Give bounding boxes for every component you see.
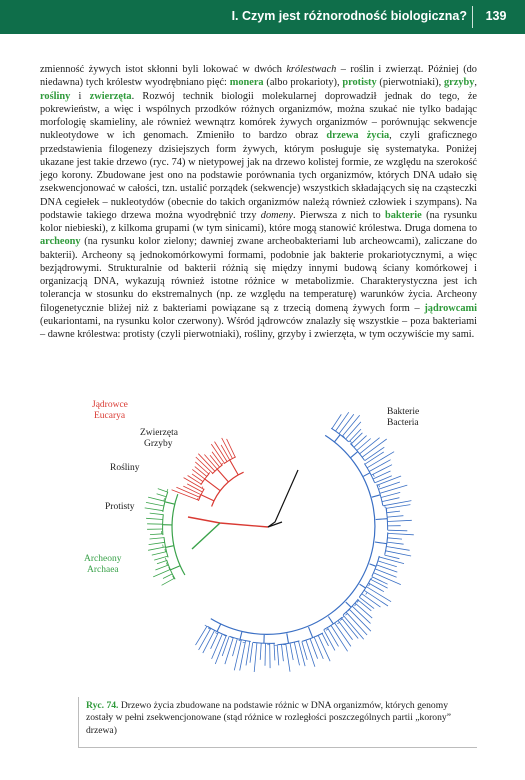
bacteria-twig bbox=[345, 614, 347, 616]
text-segment: (albo prokarioty), bbox=[263, 77, 343, 89]
label-archaea-pl: Archeony bbox=[84, 554, 122, 564]
bacteria-leaf bbox=[260, 643, 261, 660]
bacteria-leaf bbox=[286, 644, 290, 672]
bacteria-leaf bbox=[388, 538, 403, 539]
bacteria-leaf bbox=[357, 439, 371, 451]
label-grzyby: Grzyby bbox=[144, 439, 173, 449]
eukarya-arc bbox=[212, 472, 244, 506]
archaea-twig bbox=[163, 545, 164, 548]
bacteria-leaf bbox=[386, 551, 412, 556]
text-segment: , czyli graficznego przedstawienia filogenezy dzisiejszych form żywych, którym posługuje się systematyka. Poniżej ukazane jest takie drzewo (ryc. 74) w nietypowej jak na drzewo kolistej formie, ze względu na szerokość jego korony. Zbudowane jest ono na podstawie porównania tych organizmów, których DNA udało się zsekwencjonować w całości, tzn. ustalić porządek (sekwencje) wszystkich składających się na cząsteczki DNA cegiełek – nukleotydów (obecnie do takich organizmów należą również człowiek i szympans). Na podstawie takiego drzewa można wyodrębnić trzy bbox=[40, 130, 477, 221]
archaea-leaf bbox=[145, 508, 163, 511]
page-number: 139 bbox=[485, 9, 507, 23]
label-eukarya-pl: Jądrowce bbox=[92, 400, 128, 410]
bacteria-twig bbox=[215, 633, 217, 634]
bacteria-leaf bbox=[199, 628, 211, 650]
text-segment: – roślin i zwierząt. Później (do niedawna) tych królestw wyodrębniano pięć: bbox=[40, 64, 477, 89]
bacteria-leaf bbox=[386, 505, 410, 509]
bacteria-leaf bbox=[388, 520, 412, 521]
bacteria-branch bbox=[346, 602, 352, 607]
eukarya-leaf bbox=[187, 484, 202, 492]
archaea-leaf bbox=[146, 502, 164, 506]
keyword-rosliny: rośliny bbox=[40, 90, 71, 102]
bacteria-twig bbox=[239, 640, 242, 641]
bacteria-leaf bbox=[290, 643, 293, 660]
eukarya-leaf bbox=[210, 455, 220, 467]
text-segment: i bbox=[70, 90, 90, 102]
eukarya-leaf bbox=[192, 469, 204, 479]
bacteria-leaf bbox=[203, 630, 215, 653]
archaea-arc bbox=[172, 494, 185, 575]
archaea-leaf bbox=[150, 513, 164, 515]
archaea-leaf bbox=[149, 542, 165, 544]
eukarya-branch bbox=[205, 479, 221, 491]
archaea-branch bbox=[165, 502, 175, 504]
bacteria-twig bbox=[373, 474, 374, 476]
eukarya-stem bbox=[188, 517, 268, 527]
bacteria-leaf bbox=[336, 412, 349, 431]
bacteria-leaf bbox=[388, 530, 408, 531]
archaea-branch bbox=[166, 546, 174, 548]
bacteria-leaf bbox=[294, 642, 299, 665]
bacteria-leaf bbox=[196, 626, 208, 645]
text-segment: (na rysunku kolor niebieski), z kilkoma grupami (w tym sinicami), które mogą stanowić królestwa. Druga domena to bbox=[40, 209, 477, 234]
bacteria-leaf bbox=[381, 492, 400, 497]
bacteria-leaf bbox=[322, 633, 328, 646]
archaea-twig bbox=[165, 558, 166, 561]
eukarya-leaf bbox=[188, 476, 202, 485]
bacteria-branch bbox=[328, 617, 333, 624]
italic-term: królestwach bbox=[286, 64, 337, 75]
bacteria-twig bbox=[379, 485, 380, 488]
archaea-leaf bbox=[155, 565, 168, 570]
bacteria-leaf bbox=[387, 516, 403, 517]
eukarya-branch bbox=[201, 495, 214, 501]
archaea-stem bbox=[192, 523, 220, 549]
archaea-leaf bbox=[146, 518, 163, 519]
archaea-leaf bbox=[150, 534, 163, 535]
bacteria-twig bbox=[304, 640, 307, 641]
bacteria-leaf bbox=[299, 641, 306, 666]
caption-label: Ryc. 74. bbox=[86, 700, 119, 711]
bacteria-leaf bbox=[254, 643, 257, 672]
label-eukarya-la: Eucarya bbox=[94, 411, 126, 421]
label-archaea-la: Archaea bbox=[87, 565, 119, 575]
eukarya-twig bbox=[209, 472, 210, 473]
bacteria-leaf bbox=[282, 644, 284, 661]
bacteria-branch bbox=[287, 633, 289, 643]
bacteria-twig bbox=[243, 642, 246, 643]
body-paragraph bbox=[40, 63, 477, 341]
bacteria-leaf bbox=[369, 460, 390, 472]
eukarya-leaf bbox=[212, 452, 222, 465]
bacteria-leaf bbox=[380, 485, 407, 493]
bacteria-leaf bbox=[388, 533, 414, 534]
eukarya-leaf bbox=[192, 474, 203, 482]
label-bacteria-pl: Bakterie bbox=[387, 407, 420, 417]
header-divider bbox=[472, 6, 473, 28]
chapter-title: I. Czym jest różnorodność biologiczna? bbox=[231, 9, 467, 23]
archaea-branch bbox=[170, 566, 180, 570]
bacteria-branch bbox=[335, 435, 341, 442]
bacteria-leaf bbox=[225, 638, 233, 665]
label-bacteria-la: Bacteria bbox=[387, 418, 419, 428]
eukarya-subarc bbox=[212, 465, 222, 474]
keyword-monera: monera bbox=[229, 77, 264, 89]
bacteria-leaf bbox=[386, 547, 409, 551]
bacteria-leaf bbox=[277, 645, 279, 666]
page-header bbox=[0, 0, 525, 34]
archaea-leaf bbox=[150, 538, 165, 539]
bacteria-leaf bbox=[382, 498, 399, 502]
text-segment: . Rozwój technik biologii molekularnej doprowadził jednak do tego, że pokrewieństw, a więc i wspólnych przodków różnych organizmów, można szukać nie tylko badając morfologię skamieliny, ale również wewnątrz komórek żywych organizmów – porównując sekwencje nukleotydowe w ich genomach. Zmieniło to bardzo obraz bbox=[40, 90, 478, 142]
bacteria-branch bbox=[376, 519, 388, 520]
bacteria-leaf bbox=[306, 640, 315, 667]
bacteria-branch bbox=[370, 564, 377, 566]
bacteria-leaf bbox=[354, 436, 367, 448]
bacteria-leaf bbox=[332, 414, 341, 428]
bacteria-arc bbox=[211, 435, 375, 634]
archaea-leaf bbox=[162, 578, 175, 585]
keyword-zwierzeta: zwierzęta bbox=[89, 90, 132, 102]
text-segment: . Pierwsza z nich to bbox=[292, 209, 385, 221]
archaea-twig bbox=[167, 489, 168, 492]
bacteria-branch bbox=[360, 584, 366, 588]
eukarya-twig bbox=[221, 463, 223, 464]
bacteria-leaf bbox=[343, 615, 364, 639]
text-segment: (pierwotniaki), bbox=[376, 77, 444, 89]
archaea-leaf bbox=[152, 552, 167, 556]
bacteria-twig bbox=[371, 577, 372, 579]
archaea-leaf bbox=[158, 489, 168, 493]
bacteria-twig bbox=[337, 622, 339, 624]
eukarya-subarc bbox=[224, 457, 236, 464]
eukarya-twig bbox=[197, 498, 198, 500]
figure-caption bbox=[86, 700, 454, 737]
label-rosliny: Rośliny bbox=[110, 463, 140, 473]
keyword-bakterie: bakterie bbox=[385, 209, 422, 221]
eukarya-leaf bbox=[183, 486, 201, 495]
text-segment: (na rysunku kolor zielony; dawniej zwane archeobakteriami lub archeowcami), zaliczane do bakterii). Archeony są jednokomórkowymi formami, podobnie jak bakterie prokariotycznymi, a więc bezjądrowymi. Strukturalnie od bakterii różnią się między innymi budową ściany komórkowej i organizacją DNA, wykazują również istotne różnice w metabolizmie. Charakterystyczna jest ich tolerancja w stosunku do ekstremalnych (np. ze względu na temperaturę) warunków życia. Archeony filogenetycznie bliżej niż z bakteriami powiązane są z trzecią domeną żywych form – bbox=[40, 236, 477, 314]
eukarya-twig bbox=[202, 487, 203, 489]
bacteria-leaf bbox=[351, 433, 362, 444]
keyword-drzewa-zycia: drzewa życia bbox=[326, 130, 390, 142]
text-segment: zmienność żywych istot skłonni byli lokować w dwóch bbox=[40, 64, 287, 75]
eukarya-leaf bbox=[227, 439, 236, 457]
keyword-jadrowcami: jądrowcami bbox=[424, 302, 477, 314]
bacteria-branch bbox=[309, 627, 313, 638]
bacteria-leaf bbox=[318, 635, 330, 661]
label-zwierzeta: Zwierzęta bbox=[140, 428, 178, 438]
bacteria-leaf bbox=[371, 579, 388, 588]
bacteria-leaf bbox=[387, 542, 404, 544]
bacteria-branch bbox=[375, 542, 387, 544]
bacteria-leaf bbox=[274, 643, 275, 660]
bacteria-leaf bbox=[327, 628, 338, 647]
tree-of-life-figure bbox=[70, 370, 450, 695]
bacteria-twig bbox=[386, 547, 387, 550]
bacteria-twig bbox=[369, 584, 370, 586]
caption-text: Drzewo życia zbudowane na podstawie różnic w DNA organizmów, których genomy zostały w pełni zsekwencjonowane (stąd różnice w rozległości poszczególnych partii „korony” drzewa) bbox=[86, 700, 451, 736]
archaea-leaf bbox=[157, 494, 167, 497]
keyword-protisty: protisty bbox=[342, 77, 377, 89]
eukarya-leaf bbox=[221, 445, 230, 460]
eukarya-branch bbox=[217, 469, 228, 482]
archaea-leaf bbox=[157, 561, 167, 564]
bacteria-leaf bbox=[375, 569, 397, 577]
bacteria-leaf bbox=[233, 639, 238, 656]
bacteria-leaf bbox=[369, 583, 384, 592]
archaea-twig bbox=[165, 549, 166, 552]
bacteria-leaf bbox=[212, 634, 223, 659]
bacteria-branch bbox=[351, 452, 358, 458]
keyword-archeony: archeony bbox=[40, 236, 81, 248]
bacteria-leaf bbox=[371, 465, 392, 476]
bacteria-twig bbox=[350, 441, 352, 443]
bacteria-leaf bbox=[246, 641, 250, 665]
bacteria-leaf bbox=[387, 511, 400, 513]
bacteria-leaf bbox=[250, 642, 253, 662]
text-segment: (eukariontami, na rysunku kolor czerwony). Wśród jądrowców znalazły się wszystkie – poza bakteriami – dawne królestwa: protisty (czyli pierwotniaki), rośliny, grzyby i zwierzęta, w tym oczywiście my sami. bbox=[40, 315, 477, 340]
bacteria-leaf bbox=[385, 555, 400, 559]
keyword-grzyby: grzyby bbox=[443, 77, 475, 89]
bacteria-branch bbox=[240, 632, 242, 640]
bacteria-stem bbox=[268, 470, 298, 527]
bacteria-twig bbox=[326, 629, 328, 630]
label-protisty: Protisty bbox=[105, 502, 135, 512]
archaea-twig bbox=[164, 498, 165, 501]
bacteria-branch bbox=[372, 495, 381, 497]
archaea-leaf bbox=[148, 497, 165, 501]
eukarya-leaf bbox=[198, 454, 215, 472]
bacteria-twig bbox=[366, 592, 368, 594]
text-segment: , bbox=[474, 77, 477, 89]
archaea-leaf bbox=[163, 574, 172, 579]
italic-term: domeny bbox=[260, 209, 293, 221]
eukarya-leaf bbox=[195, 467, 207, 477]
bacteria-leaf bbox=[240, 641, 246, 671]
bacteria-branch bbox=[363, 473, 370, 477]
bacteria-leaf bbox=[314, 637, 323, 659]
bacteria-leaf bbox=[265, 643, 266, 665]
eukarya-branch bbox=[230, 460, 239, 475]
bacteria-twig bbox=[355, 604, 357, 606]
root-stem bbox=[268, 522, 282, 527]
bacteria-branch bbox=[217, 624, 221, 632]
bacteria-twig bbox=[205, 625, 207, 626]
